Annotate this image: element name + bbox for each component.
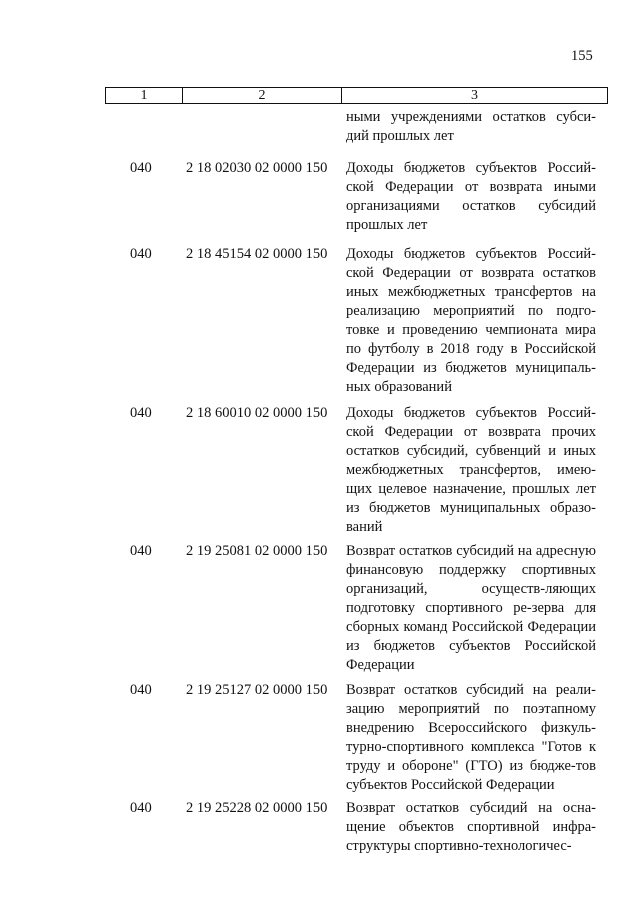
row-description: Доходы бюджетов субъектов Россий-ской Федерации от возврата остатков иных межбюджетных трансфертов на реализацию мероприятий по подго-товке и проведению чемпионата мира по футболу в 2018 году в Российской Федерации из бюджетов муниципаль-ных образований [346,246,596,395]
row-description: Возврат остатков субсидий на адресную финансовую поддержку спортивных организаций, осуществ-ляющих подготовку спортивного ре-зерва для сборных команд Российской Федерации из бюджетов субъектов Российской Федерации [346,543,596,673]
row-budget-code: 2 19 25127 02 0000 150 [186,682,328,698]
row-description: Возврат остатков субсидий на реали-зацию мероприятий по поэтапному внедрению Всероссийского физкуль-турно-спортивного комплекса "Готов к труду и обороне" (ГТО) из бюдже-тов субъектов Российской Федерации [346,682,596,793]
header-col-3: 3 [471,88,478,103]
row-description: Доходы бюджетов субъектов Россий-ской Федерации от возврата прочих остатков субсидий, субвенций и иных межбюджетных трансфертов, имею-щих целевое назначение, прошлых лет из бюджетов муниципальных образо-ваний [346,405,596,535]
row-description: Возврат остатков субсидий на осна-щение объектов спортивной инфра-структуры спортивно-технологичес- [346,800,596,854]
row-admin-code: 040 [130,246,152,262]
table-header [105,87,608,104]
row-admin-code: 040 [130,543,152,559]
row-description: Доходы бюджетов субъектов Россий-ской Федерации от возврата иными организациями остатков субсидий прошлых лет [346,160,596,233]
row-admin-code: 040 [130,405,152,421]
page-number: 155 [571,48,593,64]
row-budget-code: 2 18 02030 02 0000 150 [186,160,328,176]
header-col-2: 2 [183,88,342,103]
header-col-1: 1 [106,88,183,103]
row-admin-code: 040 [130,800,152,816]
row-budget-code: 2 18 45154 02 0000 150 [186,246,328,262]
continuation-text: ными учреждениями остатков субси-дий прошлых лет [346,109,596,144]
row-budget-code: 2 19 25228 02 0000 150 [186,800,328,816]
row-budget-code: 2 18 60010 02 0000 150 [186,405,328,421]
row-admin-code: 040 [130,682,152,698]
row-admin-code: 040 [130,160,152,176]
row-budget-code: 2 19 25081 02 0000 150 [186,543,328,559]
